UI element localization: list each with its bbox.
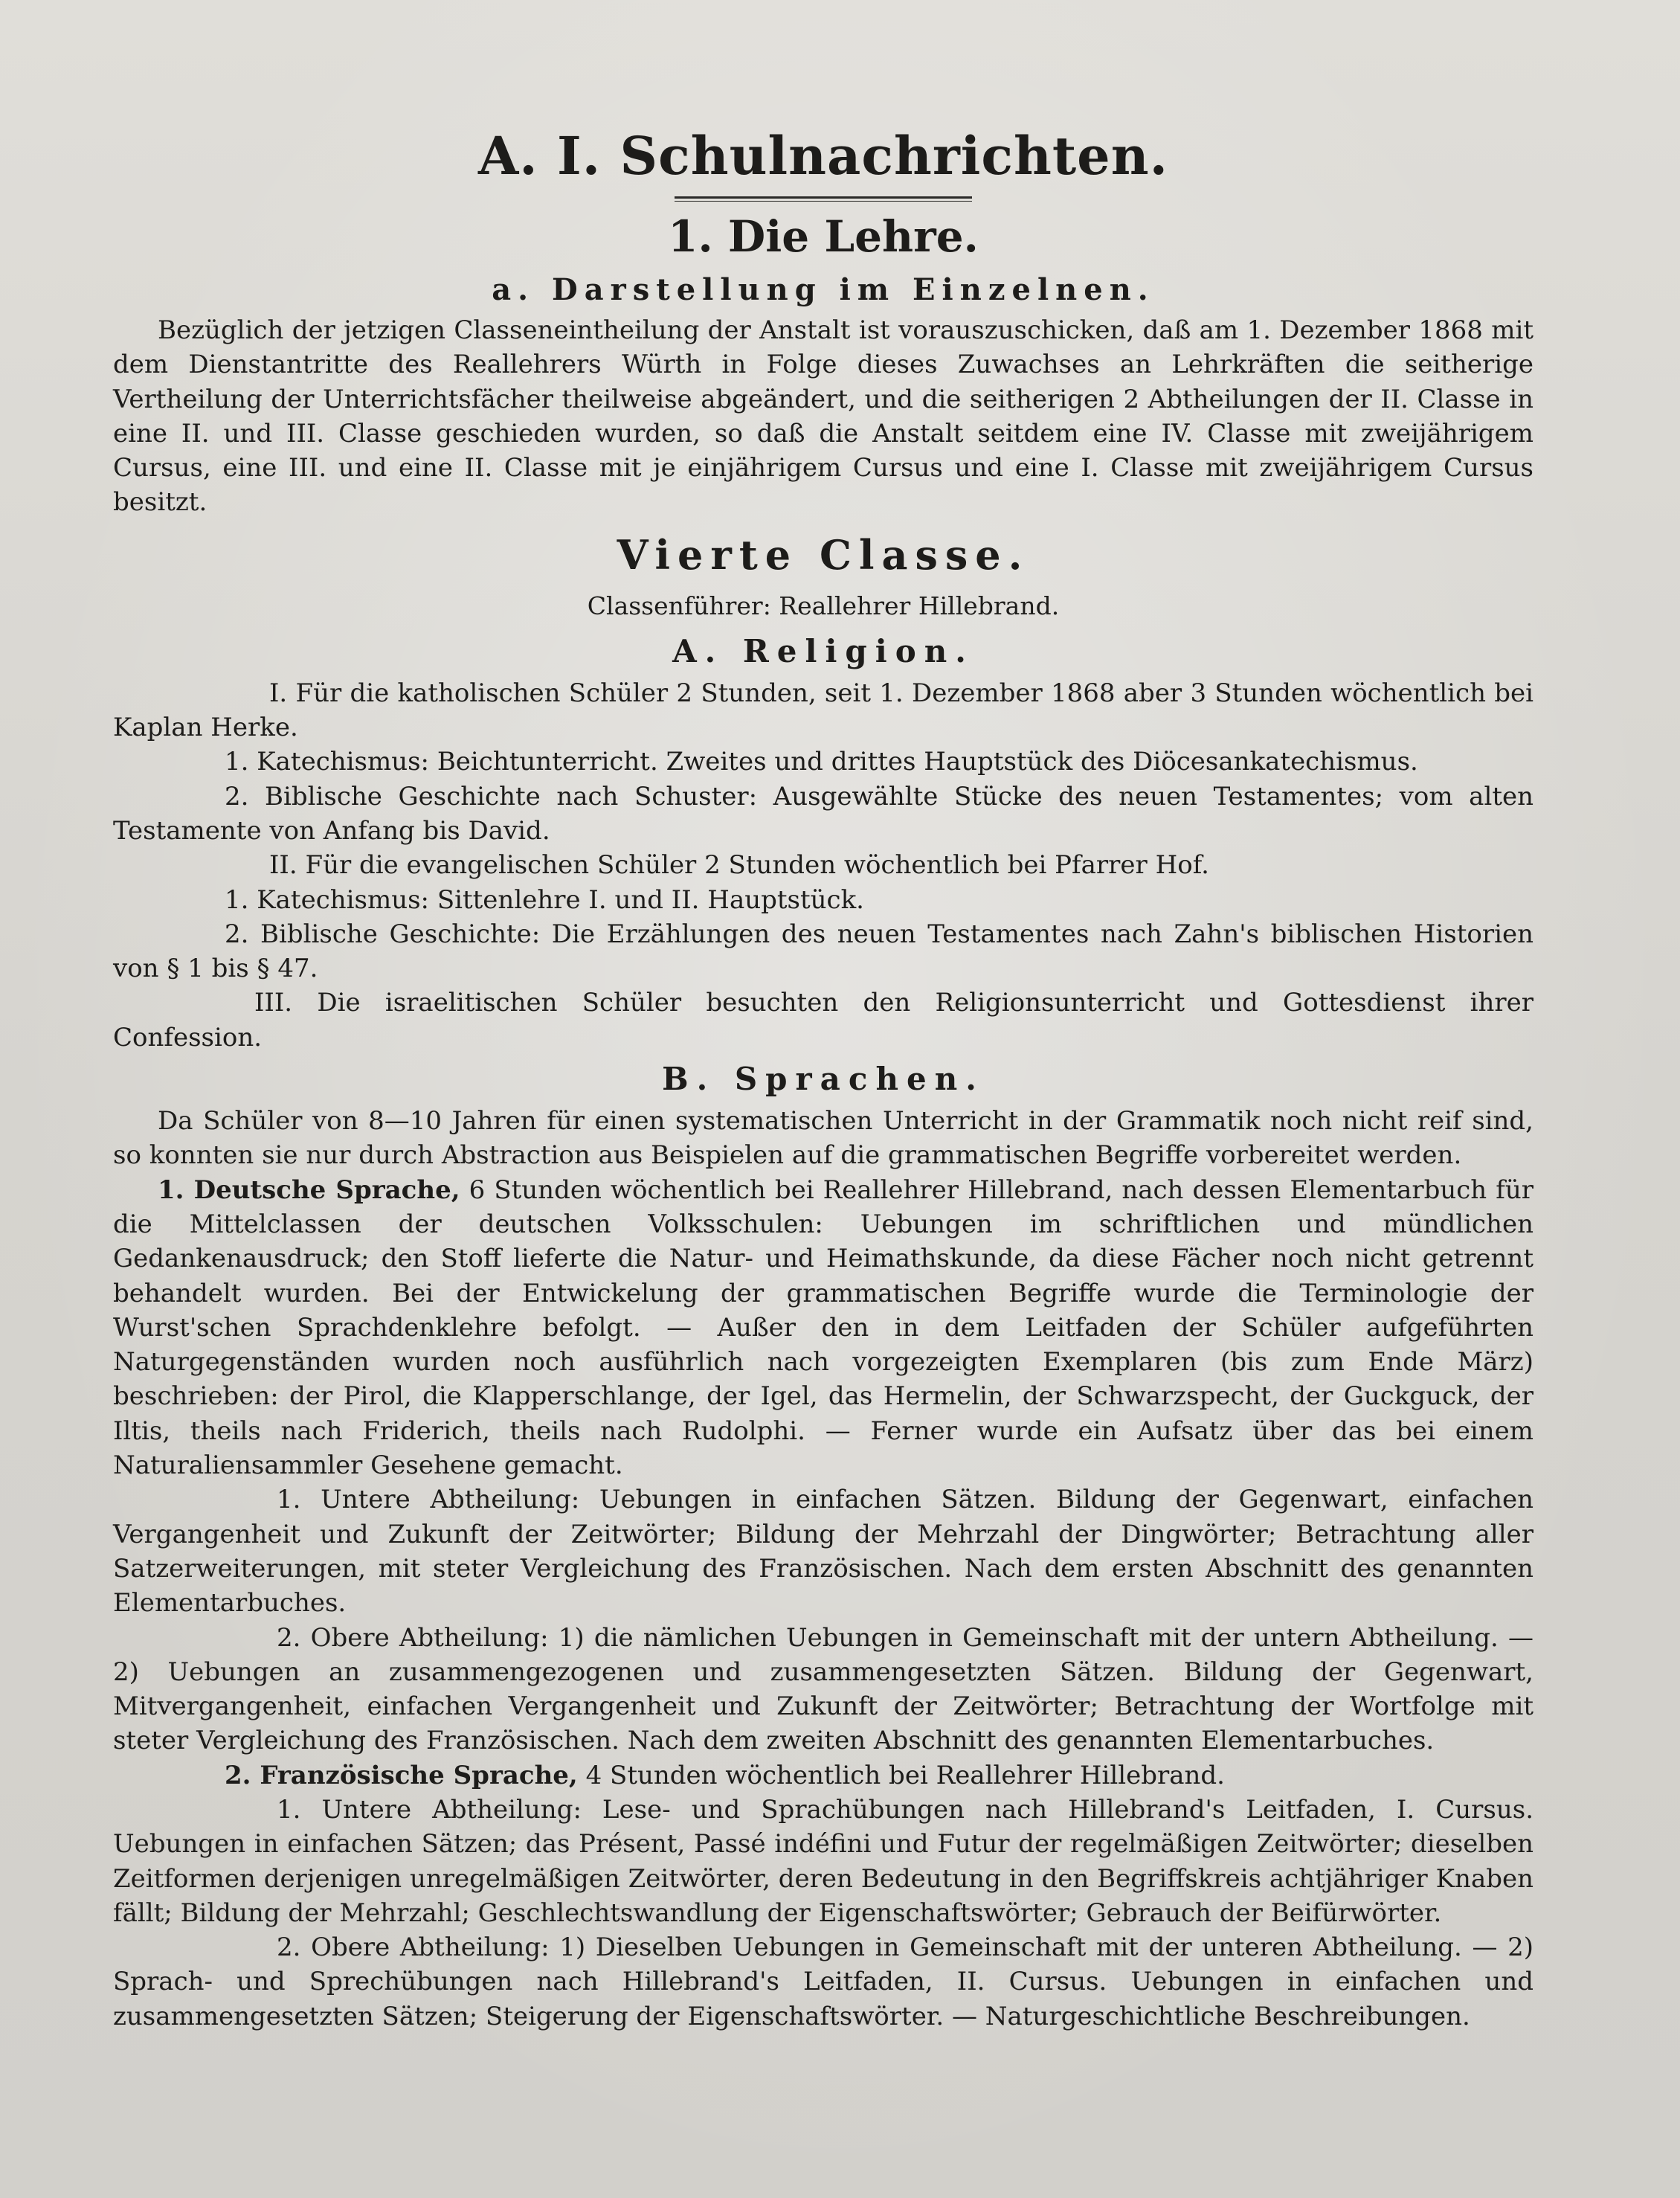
- deutsch-lead: 1. Deutsche Sprache,: [158, 1174, 460, 1205]
- deutsch-untere: 1. Untere Abtheilung: Uebungen in einfachen Sätzen. Bildung der Gegenwart, einfachen Vergangenheit und Zukunft der Zeitwörter; Bildung der Mehrzahl der Dingwörter; Betrachtung aller Satzerweiterungen, mit steter Vergleichung des Französischen. Nach dem ersten Abschnitt des genannten Elementarbuches.: [113, 1485, 1533, 1619]
- class-heading: Vierte Classe.: [617, 530, 1030, 579]
- franz-text: 4 Stunden wöchentlich bei Reallehrer Hillebrand.: [577, 1760, 1225, 1790]
- franz-lead: 2. Französische Sprache,: [225, 1760, 578, 1790]
- religion-paragraph-2: 1. Katechismus: Beichtunterricht. Zweites und drittes Hauptstück des Diöcesankatechismus.: [225, 747, 1418, 777]
- religion-paragraph-1: I. Für die katholischen Schüler 2 Stunden, seit 1. Dezember 1868 aber 3 Stunden wöchentlich bei Kaplan Herke.: [113, 678, 1533, 743]
- title-rule: [675, 196, 972, 202]
- subsection-heading: a. Darstellung im Einzelnen.: [492, 272, 1155, 307]
- religion-paragraph-3: 2. Biblische Geschichte nach Schuster: Ausgewählte Stücke des neuen Testamentes; vom alten Testamente von Anfang bis David.: [113, 781, 1533, 846]
- religion-paragraph-7: III. Die israelitischen Schüler besuchten den Religionsunterricht und Gottesdienst ihrer Confession.: [113, 988, 1533, 1053]
- religion-paragraph-5: 1. Katechismus: Sittenlehre I. und II. Hauptstück.: [225, 884, 864, 915]
- deutsch-paragraph: [113, 1173, 1533, 1483]
- deutsch-obere: 2. Obere Abtheilung: 1) die nämlichen Uebungen in Gemeinschaft mit der untern Abtheilung. — 2) Uebungen an zusammengezogenen und zusammengesetzten Sätzen. Bildung der Gegenwart, Mitvergangenheit, einfachen Vergangenheit und Zukunft der Zeitwörter; Betrachtung der Wortfolge mit steter Vergleichung des Französischen. Nach dem zweiten Abschnitt des genannten Elementarbuches.: [113, 1622, 1533, 1756]
- franz-paragraph: [113, 1758, 1533, 1793]
- intro-paragraph: Bezüglich der jetzigen Classeneintheilung der Anstalt ist vorauszuschicken, daß am 1. Dezember 1868 mit dem Dienstantritte des Reallehrers Würth in Folge dieses Zuwachses an Lehrkräften die seitherige Vertheilung der Unterrichtsfächer theilweise abgeändert, und die seitherigen 2 Abtheilungen der II. Classe in eine II. und III. Classe geschieden wurden, so daß die Anstalt seitdem eine IV. Classe mit zweijährigem Cursus, eine III. und eine II. Classe mit je einjährigem Cursus und eine I. Classe mit zweijährigem Cursus besitzt.: [113, 315, 1533, 518]
- class-leader: Classenführer: Reallehrer Hillebrand.: [587, 591, 1060, 620]
- franz-obere: 2. Obere Abtheilung: 1) Dieselben Uebungen in Gemeinschaft mit der unteren Abtheilung. — 2) Sprach- und Sprechübungen nach Hillebrand's Leitfaden, II. Cursus. Uebungen in einfachen und zusammengesetzten Sätzen; Steigerung der Eigenschaftswörter. — Naturgeschichtliche Beschreibungen.: [113, 1932, 1533, 2031]
- religion-paragraph-6: 2. Biblische Geschichte: Die Erzählungen des neuen Testamentes nach Zahn's biblischen Historien von § 1 bis § 47.: [113, 919, 1533, 984]
- page-content: [113, 119, 1533, 2034]
- franz-untere: 1. Untere Abtheilung: Lese- und Sprachübungen nach Hillebrand's Leitfaden, I. Cursus. Uebungen in einfachen Sätzen; das Présent, Passé indéfini und Futur der regelmäßigen Zeitwörter; dieselben Zeitformen derjenigen unregelmäßigen Zeitwörter, deren Bedeutung in den Begriffskreis achtjähriger Knaben fällt; Bildung der Mehrzahl; Geschlechtswandlung der Eigenschaftswörter; Gebrauch der Beifürwörter.: [113, 1794, 1533, 1928]
- religion-paragraph-4: II. Für die evangelischen Schüler 2 Stunden wöchentlich bei Pfarrer Hof.: [269, 850, 1209, 881]
- sprachen-heading: B. Sprachen.: [662, 1061, 985, 1098]
- sprachen-intro: Da Schüler von 8—10 Jahren für einen systematischen Unterricht in der Grammatik noch nicht reif sind, so konnten sie nur durch Abstraction aus Beispielen auf die grammatischen Begriffe vorbereitet werden.: [113, 1106, 1533, 1171]
- page-title: A. I. Schulnachrichten.: [478, 125, 1168, 187]
- religion-heading: A. Religion.: [672, 632, 974, 669]
- section-heading: 1. Die Lehre.: [668, 211, 979, 262]
- deutsch-text: 6 Stunden wöchentlich bei Reallehrer Hillebrand, nach dessen Elementarbuch für die Mittelclassen der deutschen Volksschulen: Uebungen im schriftlichen und mündlichen Gedankenausdruck; den Stoff lieferte die Natur- und Heimathskunde, da diese Fächer noch nicht getrennt behandelt wurden. Bei der Entwickelung der grammatischen Begriffe wurde die Terminologie der Wurst'schen Sprachdenklehre befolgt. — Außer den in dem Leitfaden der Schüler aufgeführten Naturgegenständen wurden noch ausführlich nach vorgezeigten Exemplaren (bis zum Ende März) beschrieben: der Pirol, die Klapperschlange, der Igel, das Hermelin, der Schwarzspecht, der Guckguck, der Iltis, theils nach Friderich, theils nach Rudolphi. — Ferner wurde ein Aufsatz über das bei einem Naturaliensammler Gesehene gemacht.: [113, 1174, 1533, 1481]
